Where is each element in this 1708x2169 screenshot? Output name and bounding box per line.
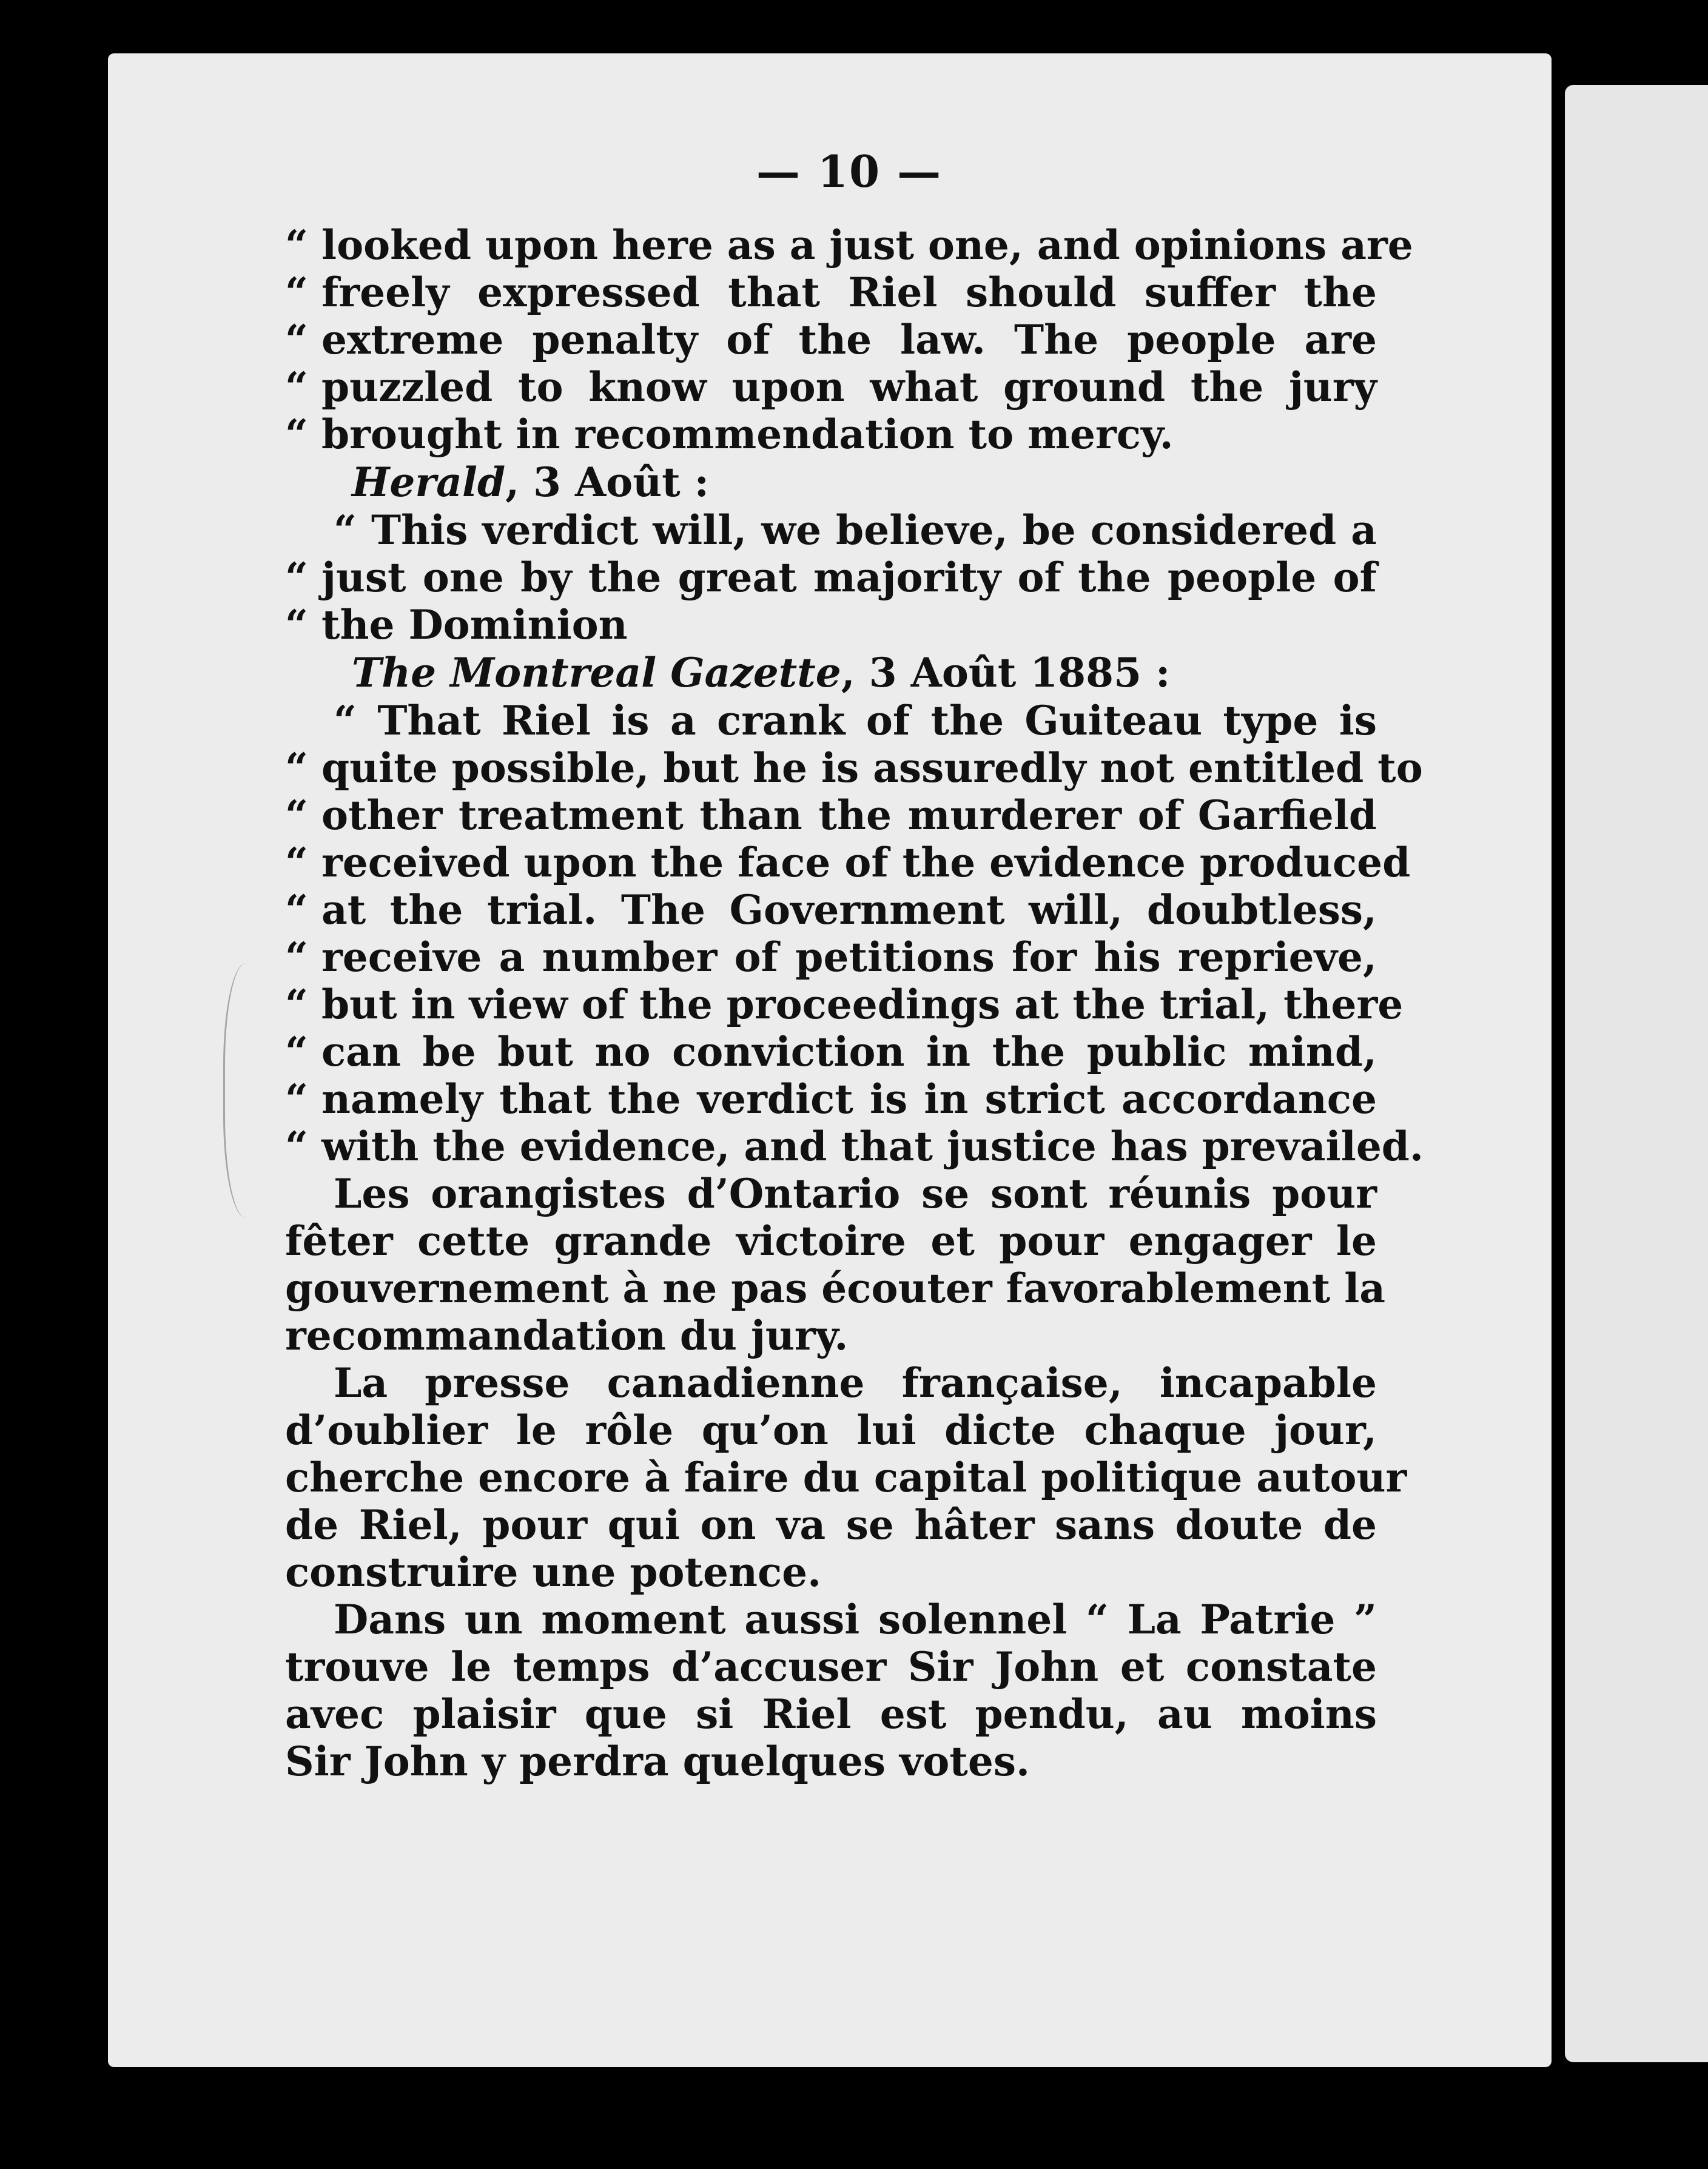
paragraph-line: recommandation du jury. xyxy=(285,1312,849,1359)
page-number: — 10 — xyxy=(756,146,943,197)
quoted-line: “ received upon the face of the evidence produced xyxy=(285,839,1411,886)
quoted-line: “ freely expressed that Riel should suffer the xyxy=(285,269,1377,316)
quoted-line: “ receive a number of petitions for his reprieve, xyxy=(285,933,1377,981)
paragraph-line: construire une potence. xyxy=(285,1549,822,1596)
adjacent-page-edge xyxy=(1565,85,1708,2062)
paragraph-la-patrie xyxy=(285,1596,1377,1785)
source-citation-gazette: The Montreal Gazette, 3 Août 1885 : xyxy=(352,649,1171,696)
page-fold-mark xyxy=(223,963,280,1218)
paragraph-orangistes xyxy=(285,1170,1386,1359)
quoted-line: “ can be but no conviction in the public mind, xyxy=(285,1028,1377,1075)
paragraph-line: avec plaisir que si Riel est pendu, au moins xyxy=(285,1690,1377,1738)
quoted-line: “ but in view of the proceedings at the trial, there xyxy=(285,981,1404,1028)
paragraph-line: trouve le temps d’accuser Sir John et constate xyxy=(285,1643,1377,1690)
quoted-line: “ extreme penalty of the law. The people are xyxy=(285,316,1377,363)
quoted-line: “ just one by the great majority of the people of xyxy=(285,554,1377,601)
paragraph-line: Sir John y perdra quelques votes. xyxy=(285,1738,1031,1785)
quote-block-2 xyxy=(285,506,1377,648)
quoted-line: “ at the trial. The Government will, doubtless, xyxy=(285,886,1377,933)
quoted-line: “ namely that the verdict is in strict accordance xyxy=(285,1075,1377,1123)
quoted-line: “ with the evidence, and that justice has prevailed. xyxy=(285,1123,1424,1170)
quoted-line: “ other treatment than the murderer of Garfield xyxy=(285,792,1377,839)
quoted-line: “ looked upon here as a just one, and opinions are xyxy=(285,221,1413,269)
source-citation-herald: Herald, 3 Août : xyxy=(352,459,710,506)
paragraph-line: fêter cette grande victoire et pour engager le xyxy=(285,1217,1377,1265)
paragraph-line: d’oublier le rôle qu’on lui dicte chaque jour, xyxy=(285,1407,1377,1454)
quote-block-1 xyxy=(285,221,1413,458)
paragraph-line: Dans un moment aussi solennel “ La Patrie ” xyxy=(334,1596,1377,1643)
quoted-line: “ That Riel is a crank of the Guiteau type is xyxy=(334,697,1377,744)
paragraph-line: gouvernement à ne pas écouter favorablement la xyxy=(285,1265,1386,1312)
quoted-line: “ the Dominion xyxy=(285,601,628,648)
quoted-line: “ This verdict will, we believe, be considered a xyxy=(334,506,1377,554)
page-text xyxy=(285,146,1424,1785)
quoted-line: “ quite possible, but he is assuredly not entitled to xyxy=(285,744,1423,792)
paragraph-line: La presse canadienne française, incapable xyxy=(334,1359,1377,1407)
paragraph-line: de Riel, pour qui on va se hâter sans doute de xyxy=(285,1501,1377,1549)
quoted-line: “ puzzled to know upon what ground the jury xyxy=(285,363,1377,411)
paragraph-presse xyxy=(285,1359,1407,1596)
paragraph-line: cherche encore à faire du capital politique autour xyxy=(285,1454,1407,1501)
quote-block-3 xyxy=(285,697,1424,1170)
quoted-line: “ brought in recommendation to mercy. xyxy=(285,411,1174,458)
paragraph-line: Les orangistes d’Ontario se sont réunis pour xyxy=(334,1170,1377,1217)
